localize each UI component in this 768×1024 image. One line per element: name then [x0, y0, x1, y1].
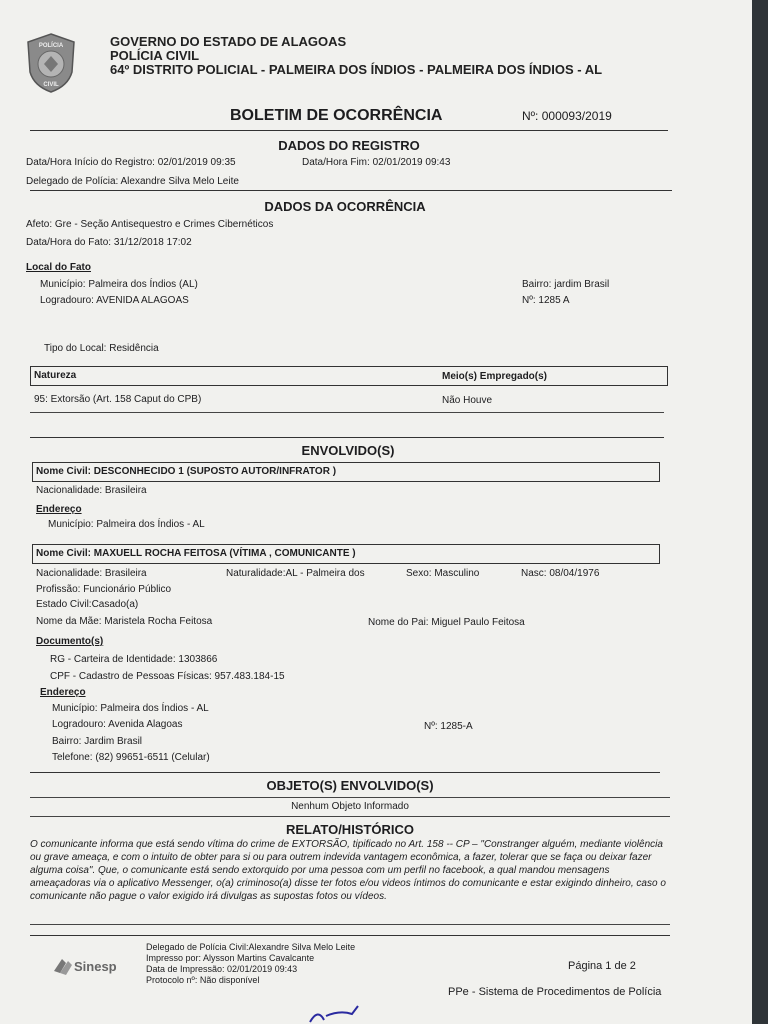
section-heading-registro: DADOS DO REGISTRO — [278, 138, 420, 153]
objetos-value: Nenhum Objeto Informado — [291, 801, 409, 812]
person2-numero: Nº: 1285-A — [424, 721, 473, 732]
badge-top-text: POLÍCIA — [38, 43, 64, 49]
page-number: Página 1 de 2 — [568, 960, 636, 972]
police-name: POLÍCIA CIVIL — [110, 48, 200, 63]
relato-text: O comunicante informa que está sendo vítima do crime de EXTORSÃO, tipificado no Art. 158 -- CP – "Constranger alguém, mediante violência ou grave ameaça, e com o intuito de obter para si ou para outrem indevida vantagem econômica, a fazer, tolerar que se faça ou deixar fazer alguma coisa". Que, o comunicante está sendo extorquido por uma pessoa com um perfil no facebook, a qual mandou mensagens ameaçadoras via o aplicativo Messenger, o(a) criminoso(a) disse ter fotos e/ou videos íntimos do comunicante e estar exigindo dinheiro, caso o comunicante não pague o valor exigido irá divulgas as supostas fotos ou vídeos. — [30, 839, 666, 902]
divider — [30, 924, 670, 925]
section-heading-envolvidos: ENVOLVIDO(S) — [301, 443, 395, 458]
local-bairro: Bairro: jardim Brasil — [522, 279, 610, 290]
person1-endereco-label: Endereço — [36, 504, 82, 515]
footer-delegado: Delegado de Polícia Civil:Alexandre Silva Melo Leite — [146, 942, 356, 952]
divider — [30, 130, 668, 131]
person1-name: Nome Civil: DESCONHECIDO 1 (SUPOSTO AUTOR/INFRATOR ) — [36, 466, 337, 477]
system-name: PPe - Sistema de Procedimentos de Polícia — [448, 986, 662, 998]
person2-naturalidade: Naturalidade:AL - Palmeira dos — [226, 568, 365, 579]
meios-value: Não Houve — [442, 395, 493, 406]
person2-telefone: Telefone: (82) 99651-6511 (Celular) — [52, 752, 210, 763]
section-heading-ocorrencia: DADOS DA OCORRÊNCIA — [264, 199, 426, 214]
section-heading-relato: RELATO/HISTÓRICO — [285, 822, 415, 837]
local-numero: Nº: 1285 A — [522, 295, 570, 306]
divider — [30, 412, 664, 413]
sinesp-logo — [52, 955, 132, 977]
person2-documento-label: Documento(s) — [36, 636, 104, 647]
ocorrencia-afeto: Afeto: Gre - Seção Antisequestro e Crimes Cibernéticos — [26, 219, 274, 230]
tipo-do-local: Tipo do Local: Residência — [44, 343, 159, 354]
footer-data-impressao: Data de Impressão: 02/01/2019 09:43 — [146, 964, 298, 974]
person2-estado-civil: Estado Civil:Casado(a) — [36, 599, 139, 610]
person2-profissao: Profissão: Funcionário Público — [36, 584, 172, 595]
footer-impresso: Impresso por: Alysson Martins Cavalcante — [146, 953, 315, 963]
natureza-header: Natureza — [34, 370, 77, 381]
registro-inicio: Data/Hora Início do Registro: 02/01/2019 09:35 — [26, 157, 236, 168]
ocorrencia-data-fato: Data/Hora do Fato: 31/12/2018 17:02 — [26, 237, 192, 248]
divider — [30, 437, 664, 438]
divider — [30, 935, 670, 936]
divider — [30, 190, 672, 191]
government-name: GOVERNO DO ESTADO DE ALAGOAS — [110, 34, 347, 49]
person2-nasc: Nasc: 08/04/1976 — [521, 568, 600, 579]
person2-rg: RG - Carteira de Identidade: 1303866 — [50, 654, 218, 665]
signature-mark — [300, 1002, 390, 1024]
police-badge-logo — [24, 32, 78, 94]
local-logradouro: Logradouro: AVENIDA ALAGOAS — [40, 295, 189, 306]
document-number: Nº: 000093/2019 — [522, 109, 612, 123]
district-name: 64º DISTRITO POLICIAL - PALMEIRA DOS ÍNDIOS - PALMEIRA DOS ÍNDIOS - AL — [110, 62, 603, 77]
local-do-fato-label: Local do Fato — [26, 262, 91, 273]
person2-nacionalidade: Nacionalidade: Brasileira — [36, 568, 147, 579]
person2-endereco-label: Endereço — [40, 687, 86, 698]
divider — [30, 772, 660, 773]
section-heading-objetos: OBJETO(S) ENVOLVIDO(S) — [266, 778, 434, 793]
divider — [30, 816, 670, 817]
badge-bottom-text: CIVIL — [43, 82, 59, 88]
person2-bairro: Bairro: Jardim Brasil — [52, 736, 143, 747]
person2-name: Nome Civil: MAXUELL ROCHA FEITOSA (VÍTIMA , COMUNICANTE ) — [36, 548, 356, 559]
divider — [30, 797, 670, 798]
person2-logradouro: Logradouro: Avenida Alagoas — [52, 719, 183, 730]
natureza-value: 95: Extorsão (Art. 158 Caput do CPB) — [34, 394, 202, 405]
person1-municipio: Município: Palmeira dos Índios - AL — [48, 519, 205, 530]
svg-text:Sinesp: Sinesp — [74, 959, 117, 974]
footer-protocolo: Protocolo nº: Não disponível — [146, 975, 260, 985]
registro-delegado: Delegado de Polícia: Alexandre Silva Melo Leite — [26, 176, 239, 187]
local-municipio: Município: Palmeira dos Índios (AL) — [40, 279, 198, 290]
registro-fim: Data/Hora Fim: 02/01/2019 09:43 — [302, 157, 451, 168]
person2-municipio: Município: Palmeira dos Índios - AL — [52, 703, 209, 714]
person2-sexo: Sexo: Masculino — [406, 568, 480, 579]
person2-pai: Nome do Pai: Miguel Paulo Feitosa — [368, 617, 525, 628]
person2-cpf: CPF - Cadastro de Pessoas Físicas: 957.483.184-15 — [50, 671, 285, 682]
background-edge — [752, 0, 768, 1024]
person2-mae: Nome da Mãe: Maristela Rocha Feitosa — [36, 616, 213, 627]
document-title: BOLETIM DE OCORRÊNCIA — [230, 107, 443, 124]
natureza-header-box — [30, 366, 668, 386]
person1-nacionalidade: Nacionalidade: Brasileira — [36, 485, 147, 496]
meios-header: Meio(s) Empregado(s) — [442, 371, 548, 382]
